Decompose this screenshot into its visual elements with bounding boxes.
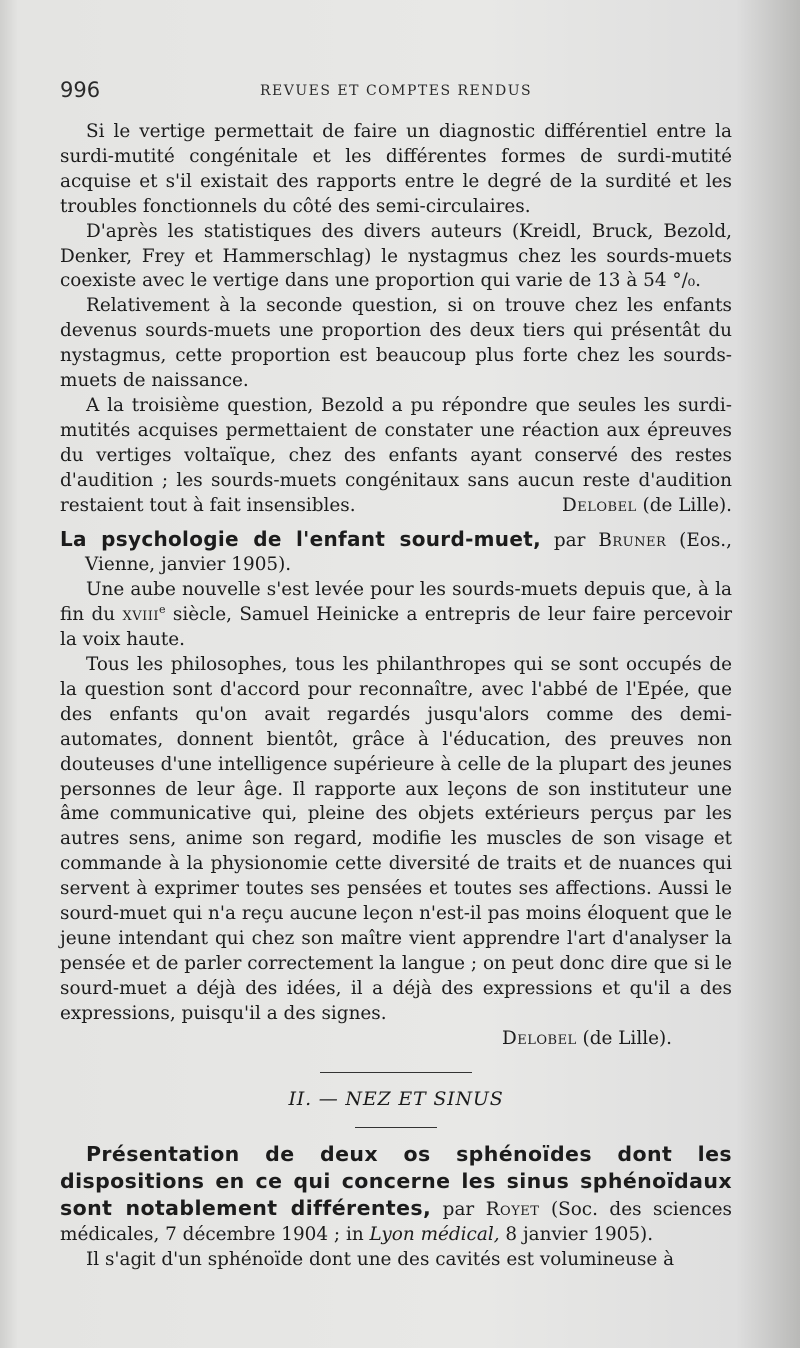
article-source: (Eos., Vienne, janvier 1905). <box>85 529 732 576</box>
signature-name: Delobel <box>561 494 637 516</box>
page-number: 996 <box>60 78 101 102</box>
signature-place: (de Lille). <box>582 1027 672 1049</box>
century-numeral: xviii <box>122 604 159 626</box>
article-author: Royet <box>485 1199 540 1221</box>
signature-name: Delobel <box>501 1027 577 1049</box>
paragraph-text: A la troisième question, Bezold a pu répondre que seules les surdi-mutités acquises permettaient de constater une réaction aux épreuves du vertiges voltaïque, chez des enfants ayant conservé des restes d'audition ; les sourds-muets congénitaux sans aucun reste d'audition restaient tout à fait insensibles. <box>60 394 732 516</box>
paragraph: Si le vertige permettait de faire un diagnostic différentiel entre la surdi-mutité congénitale et les différentes formes de surdi-mutité acquise et s'il existait des rapports entre le degré de la surdité et les troubles fonctionnels du côté des semi-circulaires. <box>60 121 732 217</box>
signature <box>536 494 732 519</box>
running-head: REVUES ET COMPTES RENDUS <box>260 83 533 99</box>
paragraph <box>60 578 732 653</box>
article-by: par <box>553 529 586 551</box>
signature <box>60 1027 732 1052</box>
article-source: (Soc. des sciences médicales, 7 décembre 1904 ; in <box>60 1199 732 1246</box>
article-author: Bruner <box>598 529 667 551</box>
paragraph <box>60 394 732 519</box>
paragraph: Relativement à la seconde question, si on trouve chez les enfants devenus sourds-muets une proportion des deux tiers qui présentât du nystagmus, cette proportion est beaucoup plus forte chez les sourds-muets de naissance. <box>60 295 732 392</box>
paragraph-text: siècle, Samuel Heinicke a entrepris de leur faire percevoir la voix haute. <box>60 604 733 651</box>
page-header <box>60 78 730 108</box>
journal-name: Lyon médical, <box>369 1224 500 1246</box>
section-divider <box>320 1072 472 1073</box>
paragraph: D'après les statistiques des divers auteurs (Kreidl, Bruck, Bezold, Denker, Frey et Hammerschlag) le nystagmus chez les sourds-muets coexiste avec le vertige dans une proportion qui varie de 13 à 54 °/₀. <box>60 220 732 292</box>
article-title: Présentation de deux os sphénoïdes dont les dispositions en ce qui concerne les sinus sphénoïdaux sont notablement différentes, <box>60 1142 732 1221</box>
section-heading: II. — NEZ ET SINUS <box>288 1087 504 1110</box>
section-divider <box>355 1127 437 1128</box>
article-heading <box>60 527 732 579</box>
century-suffix: e <box>159 603 166 617</box>
signature-place: (de Lille). <box>642 494 732 516</box>
paragraph-text: Une aube nouvelle s'est levée pour les sourds-muets depuis que, à la fin du <box>60 579 732 626</box>
article-source: 8 janvier 1905). <box>505 1224 654 1246</box>
article-entry <box>60 1142 732 1273</box>
page-body <box>60 120 732 1273</box>
paragraph: Tous les philosophes, tous les philanthropes qui se sont occupés de la question sont d'accord pour reconnaître, avec l'abbé de l'Epée, que des enfants qu'on avait regardés jusqu'alors comme des demi-automates, donnent bientôt, grâce à l'éducation, des preuves non douteuses d'une intelligence supérieure à celle de la plupart des jeunes personnes de leur âge. Il rapporte aux leçons de son instituteur une âme communicative qui, pleine des objets extérieurs perçus par les autres sens, anime son regard, modifie les muscles de son visage et commande à la physionomie cette diversité de traits et de nuances qui servent à exprimer toutes ses pensées et toutes ses affections. Aussi le sourd-muet qui n'a reçu aucune leçon n'est-il pas moins éloquent que le jeune intendant qui chez son maître vient apprendre l'art d'analyser la pensée et de parler correctement la langue ; on peut donc dire que si le sourd-muet a déjà des idées, il a déjà des expressions et qu'il a des expressions, puisqu'il a des signes. <box>60 654 732 1024</box>
article-entry <box>60 527 732 1052</box>
article-title: La psychologie de l'enfant sourd-muet, <box>60 526 541 551</box>
paragraph: Il s'agit d'un sphénoïde dont une des cavités est volumineuse à <box>86 1249 675 1271</box>
article-by: par <box>442 1199 475 1221</box>
article-heading <box>60 1142 732 1248</box>
